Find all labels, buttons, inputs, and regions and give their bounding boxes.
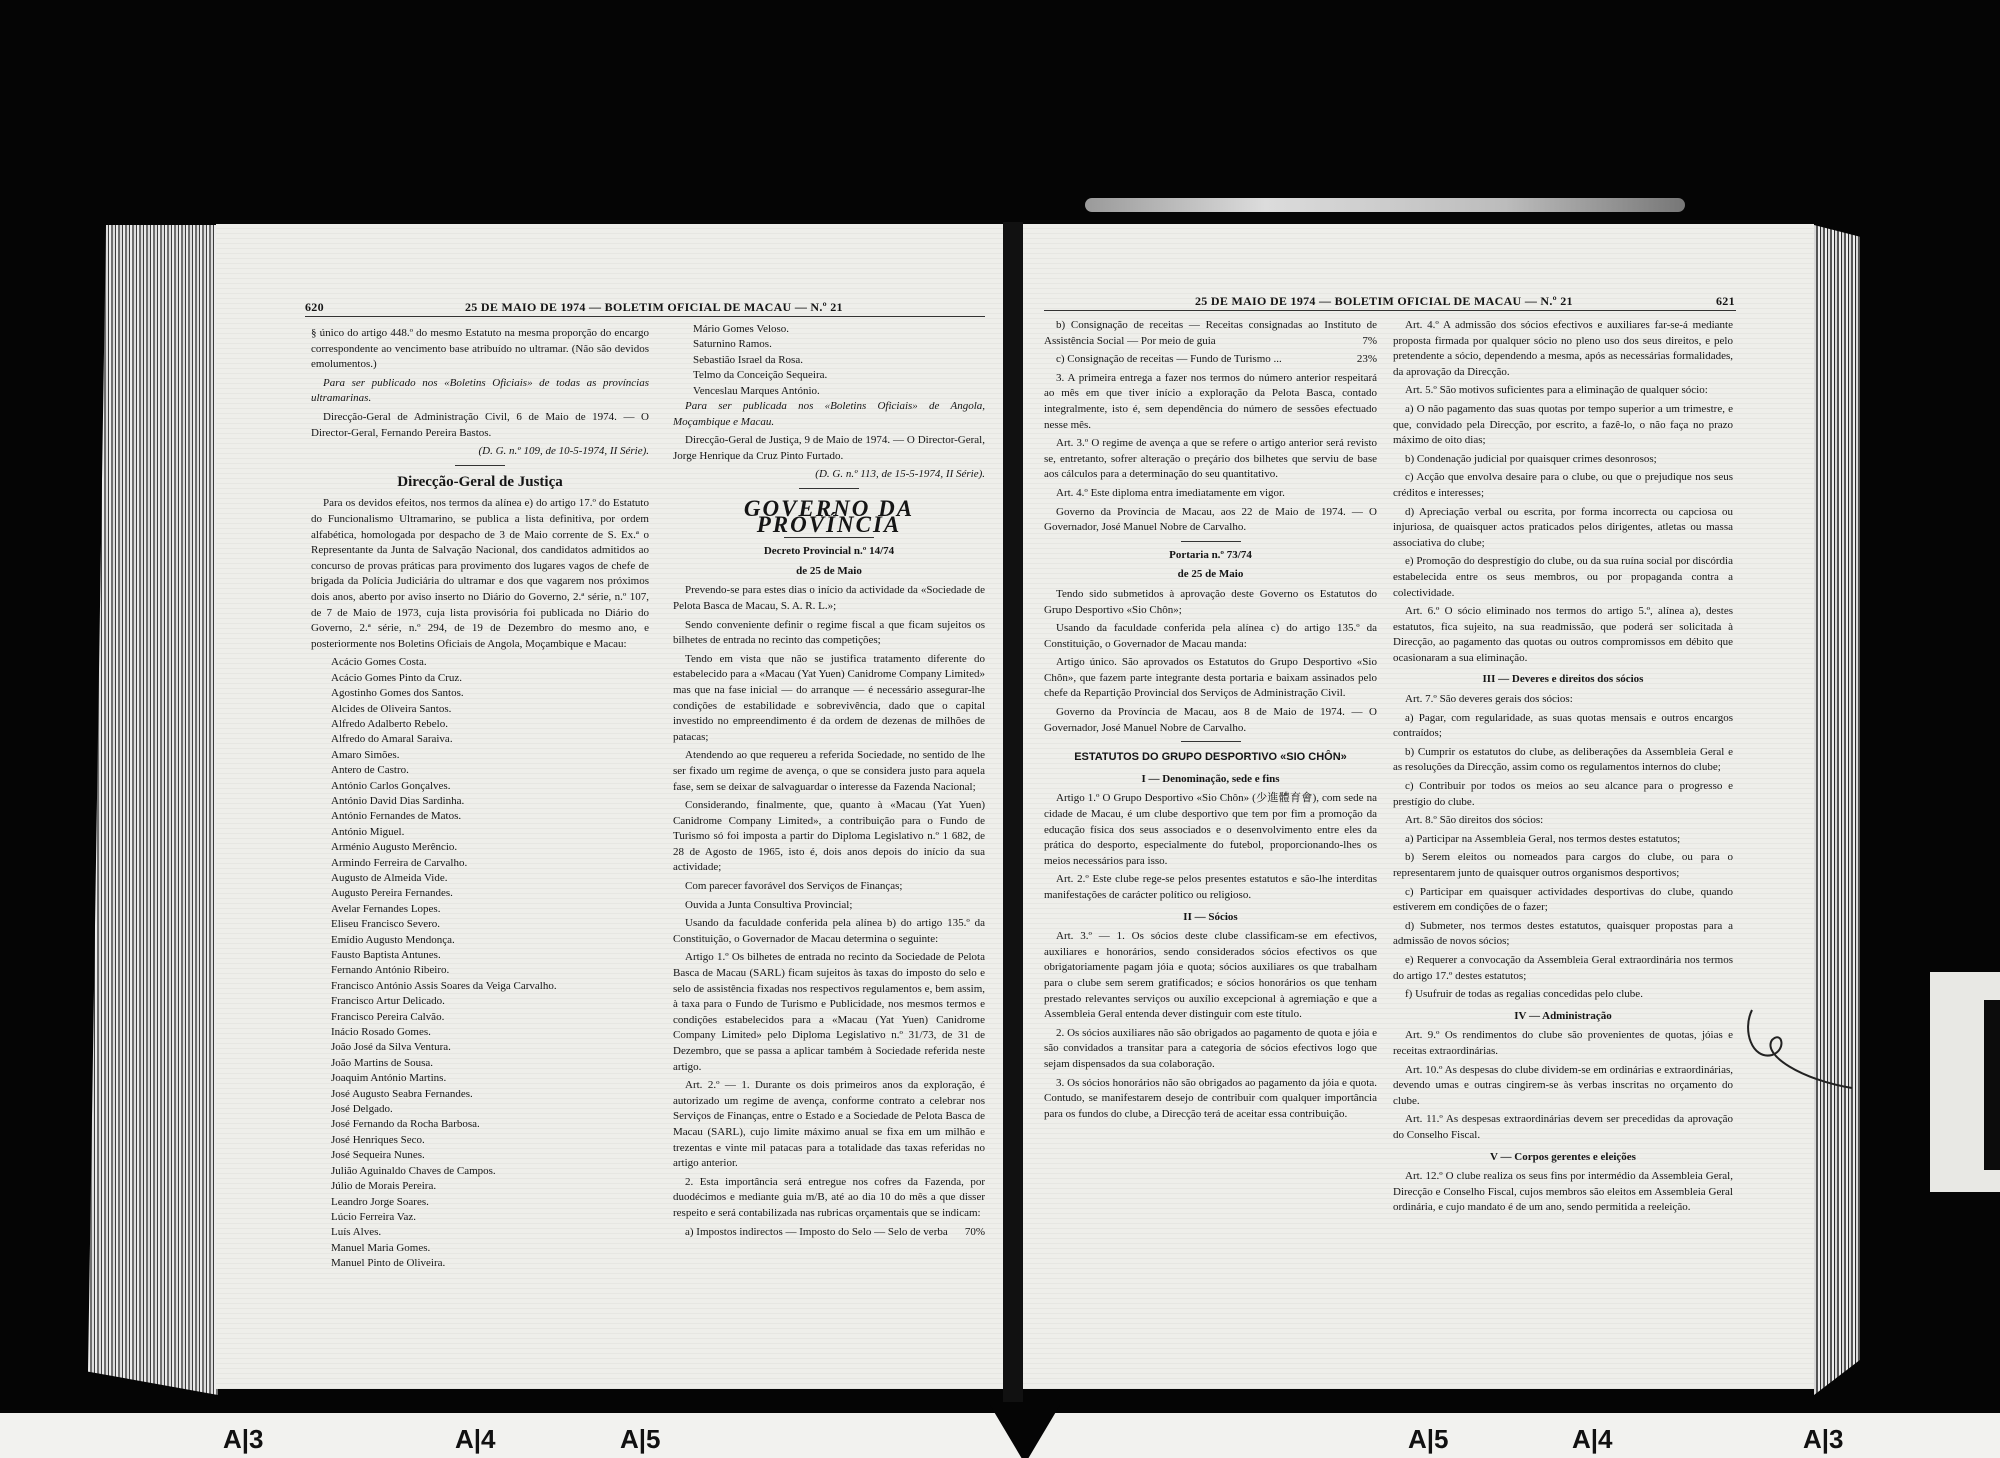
left-header-rule	[305, 316, 985, 317]
list-item: João Martins de Sousa.	[331, 1056, 434, 1069]
paragraph: Com parecer favorável dos Serviços de Finanças;	[685, 880, 903, 893]
budget-item	[1044, 318, 1377, 349]
budget-item-percent: 23%	[1356, 353, 1377, 366]
paragraph: Direcção-Geral de Administração Civil, 6 de Maio de 1974. — O Director-Geral, Fernando Pereira Bastos.	[311, 410, 649, 439]
handwritten-mark	[1742, 1000, 1862, 1090]
left-page-number: 620	[305, 300, 324, 314]
section-heading: III — Deveres e direitos dos sócios	[1482, 673, 1644, 686]
left-page-header: 25 DE MAIO DE 1974 — BOLETIM OFICIAL DE MACAU — N.º 21	[465, 300, 843, 314]
left-page-edges	[88, 225, 218, 1395]
list-item: Alfredo Adalberto Rebelo.	[331, 717, 448, 730]
list-item: José Sequeira Nunes.	[331, 1149, 425, 1162]
list-item: Amaro Simões.	[331, 748, 400, 761]
decree-title: Decreto Provincial n.º 14/74	[763, 545, 895, 558]
list-item: Francisco António Assis Soares da Veiga Carvalho.	[331, 979, 557, 992]
paragraph: Art. 3.º — 1. Os sócios deste clube classificam-se em efectivos, auxiliares e honorários, sendo considerados sócios efectivos os que obrigatoriamente pagam jóia e quota; sócios auxiliares os que trabalham para o clube sem serem gratificados; e sócios honorários os que tenham prestado relevantes serviços ou auxílio excepcional à agremiação e que a Assembleia Geral entenda dever distinguir com este título.	[1044, 930, 1377, 1021]
list-item: Antero de Castro.	[331, 764, 409, 777]
list-item: José Fernando da Rocha Barbosa.	[331, 1118, 480, 1131]
candidate-list	[311, 655, 649, 1271]
paragraph: Art. 4.º Este diploma entra imediatamente em vigor.	[1056, 486, 1285, 499]
list-item: Sebastião Israel da Rosa.	[693, 353, 803, 366]
list-item: Leandro Jorge Soares.	[331, 1195, 429, 1208]
paragraph: § único do artigo 448.º do mesmo Estatuto na mesma proporção do encargo correspondente ao vencimento base atribuído no ultramar. (Não são devidos emolumentos.)	[311, 327, 649, 371]
list-item: João José da Silva Ventura.	[331, 1041, 451, 1054]
paragraph: Art. 2.º Este clube rege-se pelos presentes estatutos e são-lhe interditas manifestações de carácter político ou religioso.	[1044, 873, 1377, 901]
paragraph: e) Promoção do desprestígio do clube, ou da sua ruína social por discórdia estabelecida entre os seus membros, ou por propaganda contra a colectividade.	[1393, 555, 1733, 599]
left-column-1	[311, 326, 649, 1272]
list-item: Luís Alves.	[331, 1226, 382, 1239]
list-item: António Miguel.	[331, 825, 405, 838]
paragraph: f) Usufruir de todas as regalias concedidas pelo clube.	[1405, 988, 1643, 1001]
right-column-2	[1393, 318, 1733, 1219]
divider	[784, 537, 874, 538]
list-item: Francisco Pereira Calvão.	[331, 1010, 445, 1023]
list-item: Fausto Baptista Antunes.	[331, 949, 441, 961]
paragraph: Para os devidos efeitos, nos termos da alínea e) do artigo 17.º do Estatuto do Funcionalismo Ultramarino, se publica a lista definitiva, por ordem alfabética, homologada por despacho de 3 de Maio corrente de S. Ex.ª o Representante da Junta de Salvação Nacional, dos candidatos admitidos ao concurso de provas práticas para provimento dos lugares vagos de chefe de brigada da Polícia Judiciária do ultramar e dos que vagarem nos próximos dois anos, aberto por aviso inserto no Diário do Governo, 2.ª série, n.º 107, de 7 de Maio de 1973, cuja lista provisória foi publicada no Diário do Governo, 2.ª série, n.º 294, de 19 de Dezembro do mesmo ano, e posteriormente nos Boletins Oficiais de Angola, Moçambique e Macau:	[311, 497, 649, 650]
frame-label: A|4	[1572, 1424, 1613, 1454]
paragraph: 3. Os sócios honorários não são obrigados ao pagamento da jóia e quota. Contudo, se manifestarem desejo de contribuir com qualquer importância para os fundos do clube, a Direcção terá de aceitar essa contribuição.	[1044, 1076, 1377, 1120]
list-item: Manuel Maria Gomes.	[331, 1241, 431, 1254]
list-item: Eliseu Francisco Severo.	[331, 918, 441, 931]
paragraph: Governo da Província de Macau, aos 22 de Maio de 1974. — O Governador, José Manuel Nobre de Carvalho.	[1044, 505, 1377, 534]
list-item: Acácio Gomes Pinto da Cruz.	[331, 671, 463, 684]
budget-item	[673, 1225, 985, 1241]
list-item: Júlio de Morais Pereira.	[331, 1180, 437, 1193]
list-item: José Henriques Seco.	[331, 1133, 425, 1146]
list-item: Augusto de Almeida Vide.	[331, 871, 448, 884]
paragraph: Art. 12.º O clube realiza os seus fins por intermédio da Assembleia Geral, Direcção e Conselho Fiscal, cujos membros são eleitos em Assembleia Geral ordinária, e cujo mandato é de um ano, sendo permitida a reeleição.	[1393, 1170, 1733, 1214]
list-item: Arménio Augusto Merêncio.	[331, 841, 458, 854]
paragraph: Tendo em vista que não se justifica tratamento diferente do estabelecido para a «Macau (Yat Yuen) Canidrome Company Limited» mas que na fase inicial — do arranque — é necessário assegurar-lhe condições de estabilidade e sobrevivência, dado que o capital investido no empreendimento é da ordem de dezenas de milhões de patacas;	[673, 652, 985, 743]
list-item: Armindo Ferreira de Carvalho.	[331, 856, 468, 869]
list-item: Alfredo do Amaral Saraiva.	[331, 733, 453, 746]
divider	[799, 488, 859, 489]
section-heading: I — Denominação, sede e fins	[1141, 772, 1280, 785]
list-item: Agostinho Gomes dos Santos.	[331, 687, 464, 700]
paragraph: Para ser publicada nos «Boletins Oficiais» de Angola, Moçambique e Macau.	[673, 400, 985, 428]
paragraph: d) Submeter, nos termos destes estatutos, quaisquer propostas para a admissão de novos sócios;	[1393, 919, 1733, 948]
paragraph: Art. 2.º — 1. Durante os dois primeiros anos da exploração, é autorizado um regime de avença, conforme contrato a celebrar nos Serviços de Finanças, entre o Estado e a Sociedade de Pelota Basca de Macau (SARL), cujo limite máximo anual se fixa em um milhão e trezentas e vinte mil patacas para a totalidade das taxas referidas no artigo anterior.	[673, 1079, 985, 1170]
scanner-reflection	[1085, 198, 1685, 212]
paragraph: Art. 6.º O sócio eliminado nos termos do artigo 5.º, alínea a), destes estatutos, fica sujeito, na sua readmissão, que poderá ser solicitada à Direcção, ao pagamento das quotas ou outros compromissos em débito que ocasionaram a sua eliminação.	[1393, 605, 1733, 664]
list-item: Emídio Augusto Mendonça.	[331, 933, 455, 946]
section-heading: II — Sócios	[1183, 910, 1238, 923]
paragraph: Tendo sido submetidos à aprovação deste Governo os Estatutos do Grupo Desportivo «Sio Chôn»;	[1044, 587, 1377, 616]
paragraph: Sendo conveniente definir o regime fiscal a que ficam sujeitos os bilhetes de entrada no recinto das competições;	[673, 618, 985, 647]
paragraph: c) Participar em quaisquer actividades desportivas do clube, quando estiverem em condições de o fazer;	[1393, 885, 1733, 914]
right-page-number: 621	[1716, 294, 1735, 308]
paragraph: Art. 10.º As despesas do clube dividem-se em ordinárias e extraordinárias, devendo umas e outras cingirem-se às verbas inscritas no orçamento do clube.	[1393, 1063, 1733, 1107]
budget-item-text: c) Consignação de receitas — Fundo de Turismo ...	[1056, 353, 1282, 366]
list-item: Manuel Pinto de Oliveira.	[331, 1257, 446, 1270]
budget-item	[1044, 352, 1377, 368]
divider	[1181, 541, 1241, 542]
paragraph: Atendendo ao que requereu a referida Sociedade, no sentido de lhe ser fixado um regime de avença, o que se considera justo para aquela fase, sem se deixar de salvaguardar o interesse da Fazenda Nacional;	[673, 749, 985, 793]
list-item: Inácio Rosado Gomes.	[331, 1026, 431, 1039]
list-item: António Carlos Gonçalves.	[331, 779, 451, 792]
list-item: Francisco Artur Delicado.	[331, 995, 445, 1008]
budget-item-text: b) Consignação de receitas — Receitas consignadas ao Instituto de Assistência Social — Por meio de guia	[1044, 319, 1377, 347]
right-page-edges	[1814, 225, 1860, 1395]
paragraph: Considerando, finalmente, que, quanto à «Macau (Yat Yuen) Canidrome Company Limited», a contribuição para o Fundo de Turismo só foi imposta a partir do Diploma Legislativo n.º 1 682, de 28 de Agosto de 1965, isto é, dois anos depois do início da sua actividade;	[673, 799, 985, 874]
list-item: Joaquim António Martins.	[331, 1072, 447, 1085]
budget-item-percent: 70%	[964, 1225, 985, 1238]
paragraph: Art. 4.º A admissão dos sócios efectivos e auxiliares far-se-á mediante proposta firmada por qualquer sócio no pleno uso dos seus direitos, e pelo pretendente a sócio, dependendo a mesma, após as necessárias formalidades, da aprovação da Direcção.	[1393, 319, 1733, 378]
paragraph: 3. A primeira entrega a fazer nos termos do número anterior respeitará ao mês em que tiver início a exploração da Pelota Basca, contado integralmente, isto é, sem dependência do número de sessões efectuado nesse mês.	[1044, 371, 1377, 431]
paragraph: Direcção-Geral de Justiça, 9 de Maio de 1974. — O Director-Geral, Jorge Henrique da Cruz Pinto Furtado.	[673, 434, 985, 462]
paragraph: Artigo único. São aprovados os Estatutos do Grupo Desportivo «Sio Chôn», que fazem parte integrante desta portaria e baixam assinados pelo chefe da Repartição Provincial dos Serviços de Administração Civil.	[1044, 656, 1377, 700]
divider	[455, 465, 505, 466]
paragraph: Para ser publicado nos «Boletins Oficiais» de todas as províncias ultramarinas.	[311, 376, 649, 405]
section-banner: GOVERNO DA PROVÍNCIA	[743, 496, 915, 537]
paragraph: Art. 5.º São motivos suficientes para a eliminação de qualquer sócio:	[1405, 384, 1708, 397]
frame-label: A|5	[1408, 1424, 1449, 1454]
paper-scrap-shadow	[1984, 1000, 2000, 1170]
right-column-1	[1044, 318, 1377, 1125]
list-item: Augusto Pereira Fernandes.	[331, 887, 453, 900]
paragraph: a) Participar na Assembleia Geral, nos termos destes estatutos;	[1405, 832, 1681, 845]
paragraph: Art. 8.º São direitos dos sócios:	[1405, 814, 1544, 827]
paragraph: e) Requerer a convocação da Assembleia Geral extraordinária nos termos do artigo 17.º destes estatutos;	[1393, 953, 1733, 982]
paragraph: b) Serem eleitos ou nomeados para cargos do clube, ou para o representarem junto de quaisquer outros organismos desportivos;	[1393, 851, 1733, 879]
paragraph: 2. Esta importância será entregue nos cofres da Fazenda, por duodécimos e mediante guia m/B, até ao dia 10 do mês a que disser respeito e será contabilizada nas rubricas orçamentais que se indicam:	[673, 1175, 985, 1219]
paragraph: Artigo 1.º Os bilhetes de entrada no recinto da Sociedade de Pelota Basca de Macau (SARL) ficam sujeitos às taxas do imposto do selo e selo de assistência fixadas nos respectivos regulamentos e, bem assim, à taxa para o Fundo de Turismo e Publicidade, nos mesmos termos e condições estabelecidos para a «Macau (Yat Yuen) Canidrome Company Limited» pelo Diploma Legislativo n.º 31/73, de 31 de Dezembro, que se passa a aplicar também à Sociedade referida neste artigo.	[673, 951, 985, 1073]
left-column-2	[673, 322, 985, 1243]
section-heading: V — Corpos gerentes e eleições	[1490, 1150, 1636, 1163]
list-item: José Delgado.	[331, 1103, 393, 1116]
budget-item-percent: 7%	[1362, 334, 1377, 347]
frame-label: A|5	[620, 1424, 661, 1454]
paragraph: Prevendo-se para estes dias o início da actividade da «Sociedade de Pelota Basca de Macau, S. A. R. L.»;	[673, 584, 985, 612]
list-item: Venceslau Marques António.	[693, 384, 820, 397]
list-item: Lúcio Ferreira Vaz.	[331, 1210, 417, 1223]
frame-label: A|3	[1803, 1424, 1844, 1454]
divider	[1181, 741, 1241, 742]
section-heading: Direcção-Geral de Justiça	[397, 473, 563, 490]
right-header-rule	[1044, 310, 1736, 311]
list-item: José Augusto Seabra Fernandes.	[331, 1087, 473, 1100]
list-item: Mário Gomes Veloso.	[693, 323, 790, 335]
paragraph: Artigo 1.º O Grupo Desportivo «Sio Chôn» (少進體育會), com sede na cidade de Macau, é um clube desportivo que tem por fim a promoção da educação física dos seus associados e o desenvolvimento entre eles da prática do desporto, especialmente do futebol, proporcionando-lhes os meios necessários para isso.	[1044, 792, 1377, 867]
decree-date: de 25 de Maio	[796, 564, 862, 577]
reference: (D. G. n.º 109, de 10-5-1974, II Série).	[478, 445, 649, 458]
paragraph: Governo da Província de Macau, aos 8 de Maio de 1974. — O Governador, José Manuel Nobre de Carvalho.	[1044, 706, 1377, 734]
paragraph: Usando da faculdade conferida pela alínea b) do artigo 135.º da Constituição, o Governador de Macau determina o seguinte:	[673, 917, 985, 945]
book-spine	[1003, 222, 1023, 1402]
paragraph: a) Pagar, com regularidade, as suas quotas mensais e outros encargos contraídos;	[1393, 711, 1733, 740]
reference: (D. G. n.º 113, de 15-5-1974, II Série).	[815, 468, 985, 481]
portaria-date: de 25 de Maio	[1177, 568, 1244, 581]
list-item: Telmo da Conceição Sequeira.	[693, 369, 828, 382]
budget-item-text: a) Impostos indirectos — Imposto do Selo — Selo de verba	[685, 1225, 948, 1238]
paragraph: Art. 9.º Os rendimentos do clube são provenientes de quotas, jóias e receitas extraordinárias.	[1393, 1029, 1733, 1057]
section-heading: IV — Administração	[1514, 1009, 1612, 1022]
list-item: Fernando António Ribeiro.	[331, 964, 450, 977]
list-item: Saturnino Ramos.	[693, 338, 772, 351]
list-item: Avelar Fernandes Lopes.	[331, 902, 441, 915]
paragraph: 2. Os sócios auxiliares não são obrigados ao pagamento de quota e jóia e são convidados a transitar para a categoria de sócios efectivos logo que sejam dispensados da sua colaboração.	[1044, 1026, 1377, 1070]
frame-label: A|3	[223, 1424, 264, 1454]
list-item: António David Dias Sardinha.	[331, 794, 465, 807]
paragraph: c) Contribuir por todos os meios ao seu alcance para o progresso e prestígio do clube.	[1393, 780, 1733, 808]
list-item: Julião Aguinaldo Chaves de Campos.	[331, 1164, 496, 1177]
candidate-list-continued	[673, 322, 985, 399]
frame-label: A|4	[455, 1424, 496, 1454]
paragraph: a) O não pagamento das suas quotas por tempo superior a um trimestre, e que, convidado pela Direcção, por escrito, a fazê-lo, o não faça no prazo máximo de oito dias;	[1393, 402, 1733, 447]
paragraph: Art. 11.º As despesas extraordinárias devem ser precedidas da aprovação do Conselho Fiscal.	[1393, 1113, 1733, 1141]
paragraph: b) Cumprir os estatutos do clube, as deliberações da Assembleia Geral e as resoluções da Direcção, assim como os regulamentos internos do clube;	[1393, 745, 1733, 774]
paragraph: Art. 7.º São deveres gerais dos sócios:	[1405, 693, 1573, 706]
paragraph: d) Apreciação verbal ou escrita, por forma incorrecta ou capciosa ou injuriosa, de quaisquer actos praticados pelos dirigentes, atletas ou massa associativa do clube;	[1393, 505, 1733, 549]
paragraph: Usando da faculdade conferida pela alínea c) do artigo 135.º da Constituição, o Governador de Macau manda:	[1044, 622, 1377, 650]
list-item: Acácio Gomes Costa.	[331, 656, 427, 669]
statutes-title: ESTATUTOS DO GRUPO DESPORTIVO «SIO CHÔN»	[1074, 751, 1347, 764]
paragraph: Art. 3.º O regime de avença a que se refere o artigo anterior será revisto se, entretanto, sofrer alteração o preçário dos bilhetes que serviu de base aos cálculos para a determinação do seu quantitativo.	[1044, 437, 1377, 481]
right-page-header: 25 DE MAIO DE 1974 — BOLETIM OFICIAL DE MACAU — N.º 21	[1195, 294, 1573, 308]
list-item: Alcides de Oliveira Santos.	[331, 702, 452, 715]
portaria-title: Portaria n.º 73/74	[1169, 548, 1252, 561]
paragraph: c) Acção que envolva desaire para o clube, ou que o prejudique nos seus créditos e interesses;	[1393, 471, 1733, 499]
paragraph: Ouvida a Junta Consultiva Provincial;	[685, 898, 853, 911]
paragraph: b) Condenação judicial por quaisquer crimes desonrosos;	[1405, 452, 1657, 465]
list-item: António Fernandes de Matos.	[331, 810, 462, 823]
